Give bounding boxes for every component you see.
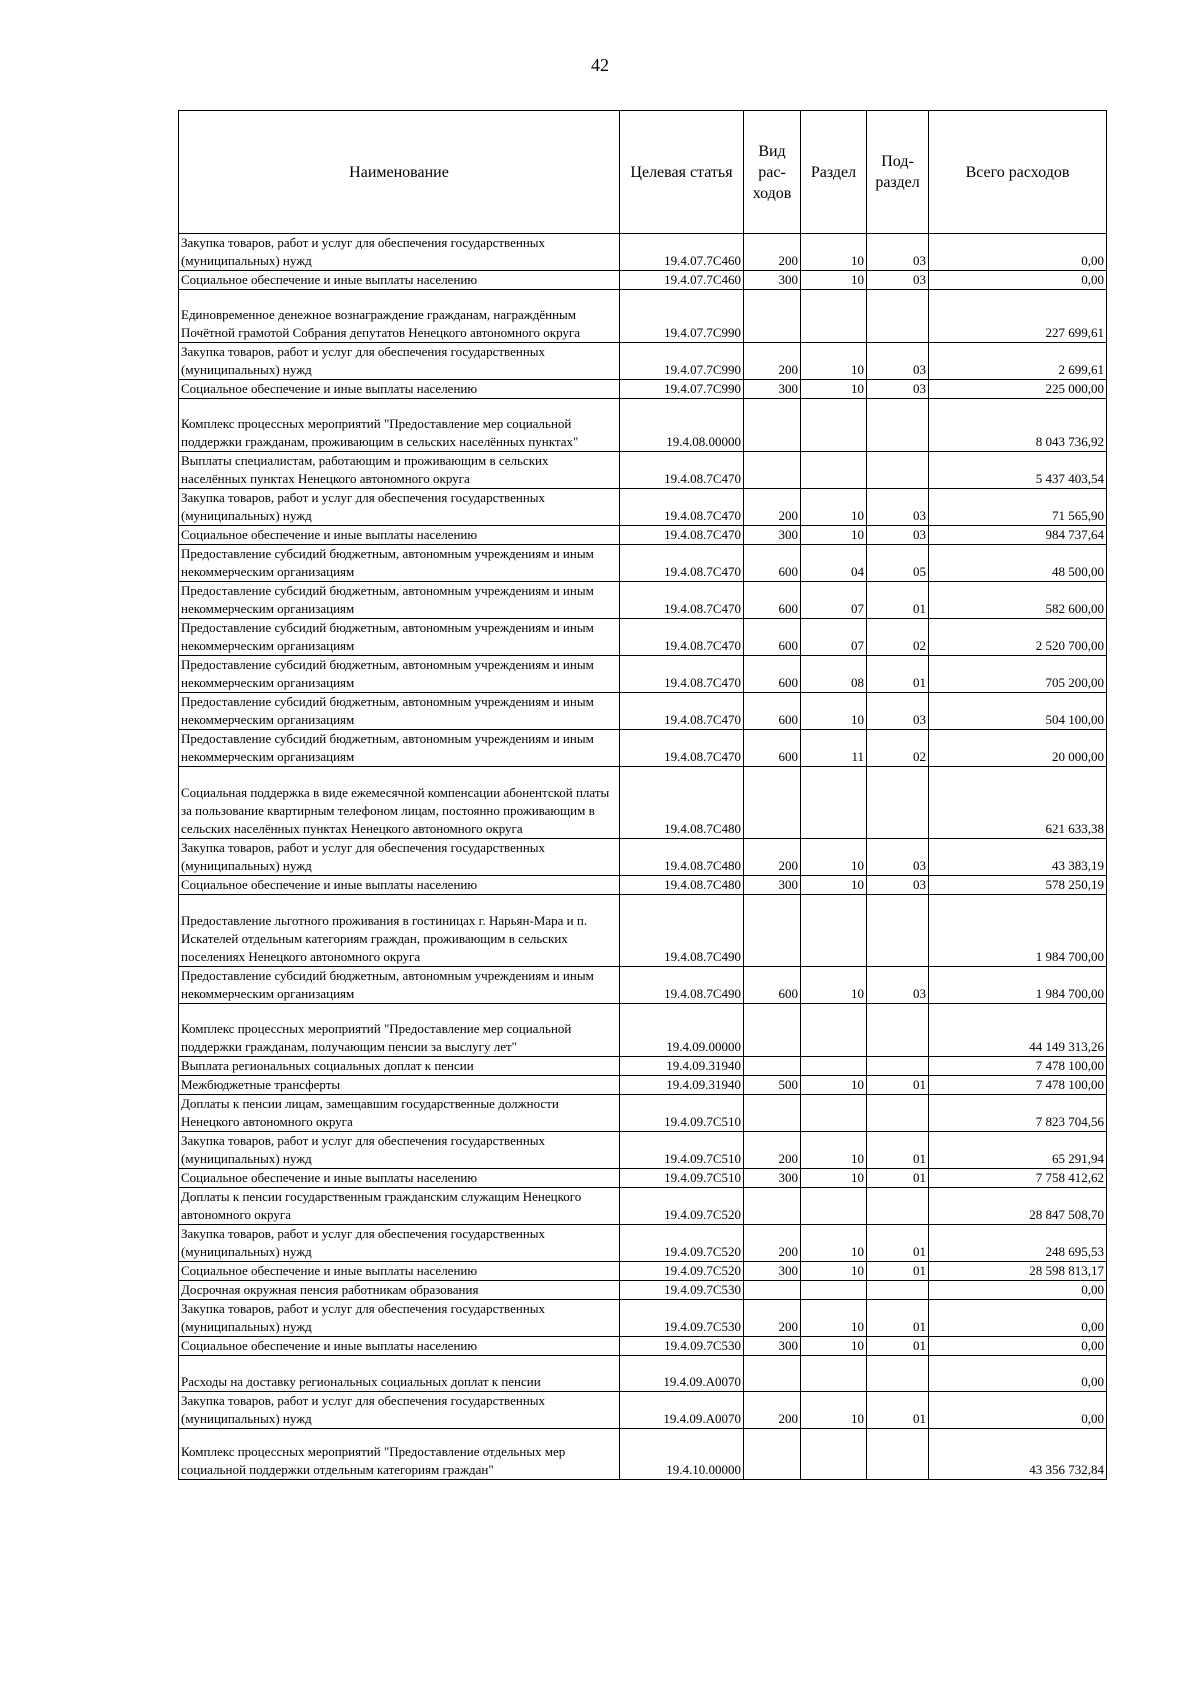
row-expense-type: 200 — [744, 343, 801, 380]
row-expense-type: 200 — [744, 489, 801, 526]
row-subsection — [867, 1281, 929, 1300]
table-row — [179, 839, 1107, 876]
row-expense-type: 600 — [744, 619, 801, 656]
row-total: 8 043 736,92 — [929, 399, 1107, 452]
header-target-article: Целевая статья — [620, 111, 744, 234]
row-subsection: 03 — [867, 271, 929, 290]
table-row — [179, 767, 1107, 839]
row-name: Предоставление субсидий бюджетным, автономным учреждениям и иным некоммерческим организациям — [179, 967, 620, 1004]
row-name: Комплекс процессных мероприятий "Предоставление мер социальной поддержки гражданам, проживающим в сельских населённых пунктах" — [179, 399, 620, 452]
row-expense-type — [744, 767, 801, 839]
row-total: 43 356 732,84 — [929, 1429, 1107, 1480]
table-row — [179, 399, 1107, 452]
row-name: Социальное обеспечение и иные выплаты населению — [179, 271, 620, 290]
table-row — [179, 1057, 1107, 1076]
row-expense-type — [744, 399, 801, 452]
row-total: 705 200,00 — [929, 656, 1107, 693]
row-target-article: 19.4.08.7С480 — [620, 839, 744, 876]
row-name: Предоставление субсидий бюджетным, автономным учреждениям и иным некоммерческим организациям — [179, 730, 620, 767]
row-name: Закупка товаров, работ и услуг для обеспечения государственных (муниципальных) нужд — [179, 1392, 620, 1429]
table-row — [179, 1356, 1107, 1392]
row-expense-type: 600 — [744, 582, 801, 619]
row-total: 0,00 — [929, 1337, 1107, 1356]
row-expense-type: 200 — [744, 1392, 801, 1429]
row-expense-type — [744, 1356, 801, 1392]
row-target-article: 19.4.08.7С470 — [620, 656, 744, 693]
row-subsection — [867, 895, 929, 967]
row-expense-type: 600 — [744, 656, 801, 693]
row-section — [801, 1356, 867, 1392]
row-section: 10 — [801, 234, 867, 271]
budget-table — [178, 110, 1107, 1480]
row-subsection: 01 — [867, 1225, 929, 1262]
row-total: 984 737,64 — [929, 526, 1107, 545]
row-subsection: 01 — [867, 1132, 929, 1169]
row-name: Единовременное денежное вознаграждение гражданам, награждённым Почётной грамотой Собрания депутатов Ненецкого автономного округа — [179, 290, 620, 343]
row-subsection — [867, 452, 929, 489]
table-row — [179, 1095, 1107, 1132]
row-total: 582 600,00 — [929, 582, 1107, 619]
row-section: 10 — [801, 876, 867, 895]
row-section — [801, 1188, 867, 1225]
row-subsection — [867, 1057, 929, 1076]
row-expense-type: 600 — [744, 967, 801, 1004]
row-section: 10 — [801, 967, 867, 1004]
row-expense-type — [744, 1281, 801, 1300]
row-total: 0,00 — [929, 1281, 1107, 1300]
row-subsection: 03 — [867, 693, 929, 730]
row-name: Предоставление субсидий бюджетным, автономным учреждениям и иным некоммерческим организациям — [179, 545, 620, 582]
row-name: Комплекс процессных мероприятий "Предоставление отдельных мер социальной поддержки отдельным категориям граждан" — [179, 1429, 620, 1480]
row-target-article: 19.4.09.7С520 — [620, 1188, 744, 1225]
row-section: 11 — [801, 730, 867, 767]
row-subsection: 02 — [867, 619, 929, 656]
row-expense-type: 600 — [744, 693, 801, 730]
row-total: 43 383,19 — [929, 839, 1107, 876]
row-total: 248 695,53 — [929, 1225, 1107, 1262]
row-name: Закупка товаров, работ и услуг для обеспечения государственных (муниципальных) нужд — [179, 343, 620, 380]
row-expense-type: 300 — [744, 271, 801, 290]
table-row — [179, 1300, 1107, 1337]
row-section: 10 — [801, 271, 867, 290]
table-row — [179, 526, 1107, 545]
row-subsection: 03 — [867, 343, 929, 380]
row-total: 0,00 — [929, 234, 1107, 271]
row-section — [801, 895, 867, 967]
row-section: 10 — [801, 1076, 867, 1095]
row-name: Социальное обеспечение и иные выплаты населению — [179, 1169, 620, 1188]
row-subsection — [867, 1188, 929, 1225]
row-name: Закупка товаров, работ и услуг для обеспечения государственных (муниципальных) нужд — [179, 839, 620, 876]
row-subsection — [867, 1004, 929, 1057]
row-subsection: 03 — [867, 967, 929, 1004]
row-section: 04 — [801, 545, 867, 582]
row-section: 10 — [801, 1169, 867, 1188]
row-total: 65 291,94 — [929, 1132, 1107, 1169]
row-target-article: 19.4.09.7С510 — [620, 1095, 744, 1132]
row-expense-type: 200 — [744, 1132, 801, 1169]
row-subsection: 03 — [867, 380, 929, 399]
row-section — [801, 1004, 867, 1057]
row-expense-type: 300 — [744, 1169, 801, 1188]
row-expense-type — [744, 1188, 801, 1225]
row-total: 2 520 700,00 — [929, 619, 1107, 656]
row-target-article: 19.4.08.7С480 — [620, 767, 744, 839]
row-name: Предоставление субсидий бюджетным, автономным учреждениям и иным некоммерческим организациям — [179, 693, 620, 730]
row-total: 578 250,19 — [929, 876, 1107, 895]
row-expense-type — [744, 1057, 801, 1076]
table-row — [179, 271, 1107, 290]
row-expense-type — [744, 452, 801, 489]
row-total: 0,00 — [929, 1392, 1107, 1429]
table-row — [179, 876, 1107, 895]
row-section: 07 — [801, 582, 867, 619]
row-target-article: 19.4.07.7С460 — [620, 234, 744, 271]
row-section: 10 — [801, 1132, 867, 1169]
table-row — [179, 895, 1107, 967]
row-subsection: 01 — [867, 1392, 929, 1429]
header-expense-type: Вид рас- ходов — [744, 111, 801, 234]
row-total: 20 000,00 — [929, 730, 1107, 767]
row-name: Досрочная окружная пенсия работникам образования — [179, 1281, 620, 1300]
row-subsection: 05 — [867, 545, 929, 582]
row-target-article: 19.4.09.А0070 — [620, 1356, 744, 1392]
row-name: Социальное обеспечение и иные выплаты населению — [179, 1337, 620, 1356]
table-row — [179, 693, 1107, 730]
row-expense-type: 300 — [744, 1262, 801, 1281]
row-expense-type: 500 — [744, 1076, 801, 1095]
row-subsection — [867, 1095, 929, 1132]
row-target-article: 19.4.09.7С520 — [620, 1262, 744, 1281]
row-name: Закупка товаров, работ и услуг для обеспечения государственных (муниципальных) нужд — [179, 1132, 620, 1169]
row-section: 10 — [801, 693, 867, 730]
row-name: Закупка товаров, работ и услуг для обеспечения государственных (муниципальных) нужд — [179, 1300, 620, 1337]
row-expense-type: 200 — [744, 1300, 801, 1337]
row-name: Социальное обеспечение и иные выплаты населению — [179, 1262, 620, 1281]
row-subsection: 02 — [867, 730, 929, 767]
header-subsection: Под- раздел — [867, 111, 929, 234]
row-target-article: 19.4.09.7С520 — [620, 1225, 744, 1262]
table-row — [179, 967, 1107, 1004]
row-name: Расходы на доставку региональных социальных доплат к пенсии — [179, 1356, 620, 1392]
table-row — [179, 1281, 1107, 1300]
row-total: 227 699,61 — [929, 290, 1107, 343]
row-section: 10 — [801, 1262, 867, 1281]
row-section: 10 — [801, 839, 867, 876]
row-target-article: 19.4.07.7С990 — [620, 380, 744, 399]
row-subsection: 01 — [867, 1169, 929, 1188]
row-expense-type: 200 — [744, 234, 801, 271]
row-target-article: 19.4.08.7С470 — [620, 619, 744, 656]
table-row — [179, 1429, 1107, 1480]
row-expense-type: 200 — [744, 839, 801, 876]
header-section: Раздел — [801, 111, 867, 234]
row-name: Предоставление субсидий бюджетным, автономным учреждениям и иным некоммерческим организациям — [179, 582, 620, 619]
row-section: 08 — [801, 656, 867, 693]
table-row — [179, 290, 1107, 343]
row-expense-type: 300 — [744, 380, 801, 399]
row-expense-type: 300 — [744, 526, 801, 545]
row-target-article: 19.4.08.7С470 — [620, 582, 744, 619]
table-row — [179, 730, 1107, 767]
row-target-article: 19.4.09.31940 — [620, 1057, 744, 1076]
row-target-article: 19.4.07.7С990 — [620, 343, 744, 380]
row-total: 1 984 700,00 — [929, 967, 1107, 1004]
row-section: 10 — [801, 1300, 867, 1337]
row-total: 28 847 508,70 — [929, 1188, 1107, 1225]
row-section — [801, 1429, 867, 1480]
row-total: 7 823 704,56 — [929, 1095, 1107, 1132]
row-target-article: 19.4.08.7С490 — [620, 967, 744, 1004]
row-total: 1 984 700,00 — [929, 895, 1107, 967]
row-subsection — [867, 1429, 929, 1480]
row-expense-type: 300 — [744, 876, 801, 895]
row-target-article: 19.4.09.31940 — [620, 1076, 744, 1095]
row-name: Межбюджетные трансферты — [179, 1076, 620, 1095]
row-section — [801, 290, 867, 343]
row-total: 7 478 100,00 — [929, 1076, 1107, 1095]
row-target-article: 19.4.08.00000 — [620, 399, 744, 452]
row-expense-type — [744, 1095, 801, 1132]
row-total: 28 598 813,17 — [929, 1262, 1107, 1281]
table-row — [179, 1076, 1107, 1095]
row-total: 621 633,38 — [929, 767, 1107, 839]
row-target-article: 19.4.09.7С530 — [620, 1300, 744, 1337]
row-subsection — [867, 399, 929, 452]
row-target-article: 19.4.08.7С470 — [620, 489, 744, 526]
table-row — [179, 343, 1107, 380]
row-name: Закупка товаров, работ и услуг для обеспечения государственных (муниципальных) нужд — [179, 234, 620, 271]
row-section: 10 — [801, 526, 867, 545]
row-name: Закупка товаров, работ и услуг для обеспечения государственных (муниципальных) нужд — [179, 1225, 620, 1262]
table-row — [179, 1392, 1107, 1429]
row-subsection: 01 — [867, 656, 929, 693]
row-section — [801, 452, 867, 489]
row-name: Социальное обеспечение и иные выплаты населению — [179, 526, 620, 545]
row-subsection: 03 — [867, 234, 929, 271]
row-section: 10 — [801, 380, 867, 399]
row-subsection — [867, 1356, 929, 1392]
table-row — [179, 1225, 1107, 1262]
row-target-article: 19.4.09.00000 — [620, 1004, 744, 1057]
row-target-article: 19.4.08.7С470 — [620, 693, 744, 730]
row-total: 7 758 412,62 — [929, 1169, 1107, 1188]
page-number: 42 — [591, 55, 609, 75]
table-row — [179, 234, 1107, 271]
row-name: Предоставление льготного проживания в гостиницах г. Нарьян-Мара и п. Искателей отдельным категориям граждан, проживающим в сельских поселениях Ненецкого автономного округа — [179, 895, 620, 967]
row-subsection — [867, 290, 929, 343]
row-target-article: 19.4.09.7С530 — [620, 1281, 744, 1300]
row-expense-type: 600 — [744, 545, 801, 582]
table-row — [179, 1188, 1107, 1225]
row-total: 2 699,61 — [929, 343, 1107, 380]
row-target-article: 19.4.08.7С470 — [620, 452, 744, 489]
row-subsection — [867, 767, 929, 839]
row-section — [801, 767, 867, 839]
table-body — [179, 234, 1107, 1480]
row-name: Доплаты к пенсии государственным гражданским служащим Ненецкого автономного округа — [179, 1188, 620, 1225]
row-target-article: 19.4.08.7С470 — [620, 526, 744, 545]
row-target-article: 19.4.07.7С990 — [620, 290, 744, 343]
row-total: 5 437 403,54 — [929, 452, 1107, 489]
row-expense-type — [744, 1429, 801, 1480]
row-total: 48 500,00 — [929, 545, 1107, 582]
header-total: Всего расходов — [929, 111, 1107, 234]
row-subsection: 01 — [867, 1337, 929, 1356]
row-name: Выплаты специалистам, работающим и проживающим в сельских населённых пунктах Ненецкого автономного округа — [179, 452, 620, 489]
row-total: 7 478 100,00 — [929, 1057, 1107, 1076]
row-section: 10 — [801, 1337, 867, 1356]
row-subsection: 03 — [867, 839, 929, 876]
row-subsection: 01 — [867, 1300, 929, 1337]
row-section: 07 — [801, 619, 867, 656]
row-name: Закупка товаров, работ и услуг для обеспечения государственных (муниципальных) нужд — [179, 489, 620, 526]
row-section — [801, 1057, 867, 1076]
row-total: 71 565,90 — [929, 489, 1107, 526]
table-row — [179, 582, 1107, 619]
row-target-article: 19.4.09.7С510 — [620, 1169, 744, 1188]
row-total: 225 000,00 — [929, 380, 1107, 399]
row-target-article: 19.4.07.7С460 — [620, 271, 744, 290]
row-section: 10 — [801, 1392, 867, 1429]
table-row — [179, 1132, 1107, 1169]
row-target-article: 19.4.08.7С480 — [620, 876, 744, 895]
row-expense-type: 600 — [744, 730, 801, 767]
row-expense-type: 200 — [744, 1225, 801, 1262]
row-expense-type — [744, 290, 801, 343]
row-subsection: 03 — [867, 876, 929, 895]
row-section — [801, 399, 867, 452]
row-subsection: 03 — [867, 489, 929, 526]
row-target-article: 19.4.09.7С530 — [620, 1337, 744, 1356]
row-target-article: 19.4.08.7С490 — [620, 895, 744, 967]
row-target-article: 19.4.09.А0070 — [620, 1392, 744, 1429]
row-subsection: 01 — [867, 1076, 929, 1095]
row-section — [801, 1095, 867, 1132]
header-name: Наименование — [179, 111, 620, 234]
row-total: 0,00 — [929, 1300, 1107, 1337]
table-header — [179, 111, 1107, 234]
row-subsection: 01 — [867, 1262, 929, 1281]
table-row — [179, 452, 1107, 489]
row-name: Социальное обеспечение и иные выплаты населению — [179, 876, 620, 895]
row-name: Предоставление субсидий бюджетным, автономным учреждениям и иным некоммерческим организациям — [179, 656, 620, 693]
table-row — [179, 1337, 1107, 1356]
row-section: 10 — [801, 1225, 867, 1262]
table-row — [179, 656, 1107, 693]
row-total: 0,00 — [929, 271, 1107, 290]
row-expense-type — [744, 895, 801, 967]
table-row — [179, 1004, 1107, 1057]
row-section: 10 — [801, 343, 867, 380]
row-target-article: 19.4.08.7С470 — [620, 545, 744, 582]
row-name: Предоставление субсидий бюджетным, автономным учреждениям и иным некоммерческим организациям — [179, 619, 620, 656]
row-subsection: 03 — [867, 526, 929, 545]
row-section: 10 — [801, 489, 867, 526]
table-row — [179, 619, 1107, 656]
row-target-article: 19.4.09.7С510 — [620, 1132, 744, 1169]
row-name: Комплекс процессных мероприятий "Предоставление мер социальной поддержки гражданам, получающим пенсии за выслугу лет" — [179, 1004, 620, 1057]
row-total: 44 149 313,26 — [929, 1004, 1107, 1057]
row-name: Выплата региональных социальных доплат к пенсии — [179, 1057, 620, 1076]
row-target-article: 19.4.08.7С470 — [620, 730, 744, 767]
table-row — [179, 489, 1107, 526]
row-total: 504 100,00 — [929, 693, 1107, 730]
row-target-article: 19.4.10.00000 — [620, 1429, 744, 1480]
row-name: Социальное обеспечение и иные выплаты населению — [179, 380, 620, 399]
row-name: Социальная поддержка в виде ежемесячной компенсации абонентской платы за пользование квартирным телефоном лицам, постоянно проживающим в сельских населённых пунктах Ненецкого автономного округа — [179, 767, 620, 839]
row-subsection: 01 — [867, 582, 929, 619]
table-row — [179, 380, 1107, 399]
row-expense-type: 300 — [744, 1337, 801, 1356]
row-total: 0,00 — [929, 1356, 1107, 1392]
row-expense-type — [744, 1004, 801, 1057]
row-name: Доплаты к пенсии лицам, замещавшим государственные должности Ненецкого автономного округа — [179, 1095, 620, 1132]
row-section — [801, 1281, 867, 1300]
table-row — [179, 545, 1107, 582]
table-row — [179, 1169, 1107, 1188]
table-row — [179, 1262, 1107, 1281]
